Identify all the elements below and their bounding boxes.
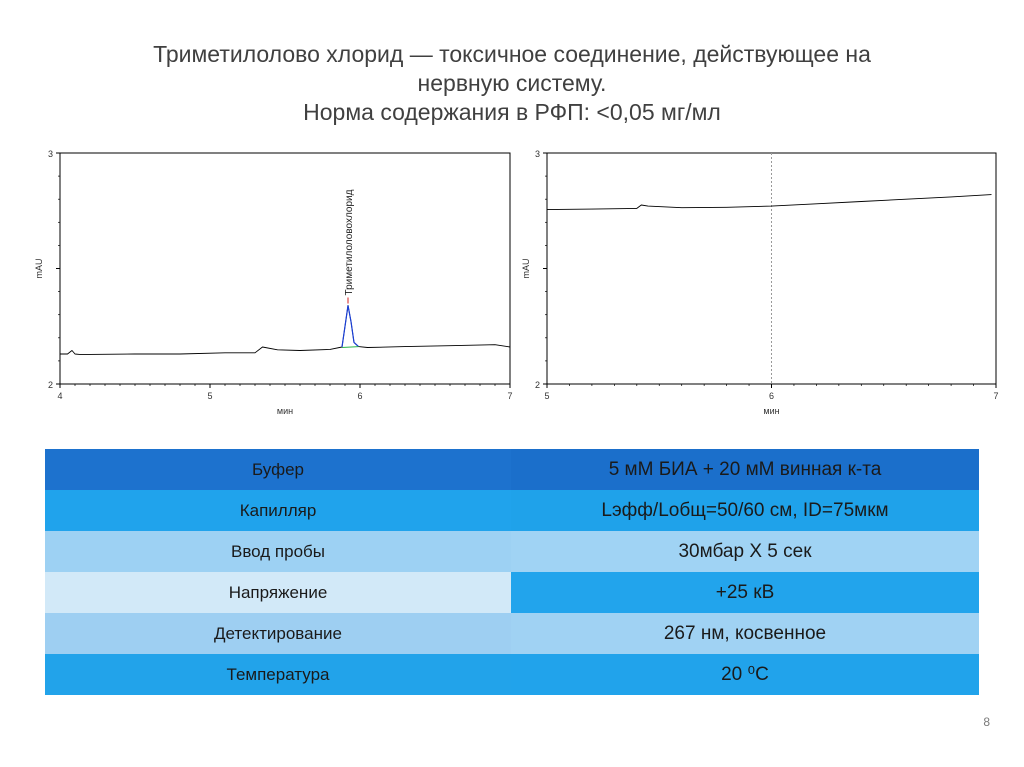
series-line (547, 195, 992, 210)
x-tick-label: 6 (357, 391, 363, 401)
table-row (45, 531, 979, 572)
page-number: 8 (983, 715, 990, 729)
x-tick-label: 5 (544, 391, 550, 401)
peak-baseline (342, 347, 359, 348)
x-axis-label: мин (276, 406, 294, 416)
y-tick-label: 2 (534, 380, 540, 390)
x-tick-label: 7 (507, 391, 513, 401)
table-row (45, 490, 979, 531)
table-row (45, 449, 979, 490)
series-line (60, 306, 510, 355)
y-tick-label: 3 (534, 149, 540, 159)
y-tick-label: 2 (47, 380, 53, 390)
electropherogram-blank (512, 143, 1002, 421)
title-line-3: Норма содержания в РФП: <0,05 мг/мл (303, 99, 721, 125)
row-label: Напряжение (45, 572, 511, 613)
row-label: Детектирование (45, 613, 511, 654)
electropherogram-sample (30, 143, 514, 421)
row-value: 30мбар X 5 сек (511, 531, 979, 572)
row-value: Lэфф/Lобщ=50/60 см, ID=75мкм (511, 490, 979, 531)
row-value: +25 кВ (511, 572, 979, 613)
slide-title (0, 40, 1024, 127)
title-line-2: нервную систему. (417, 70, 607, 96)
peak-annotation: Триметилоловохлорид (344, 189, 355, 296)
x-tick-label: 4 (57, 391, 63, 401)
y-axis-label: mAU (34, 258, 44, 279)
x-tick-label: 7 (993, 391, 999, 401)
conditions-table (45, 449, 979, 695)
x-tick-label: 5 (207, 391, 213, 401)
x-tick-label: 6 (768, 391, 775, 401)
plot-frame (60, 153, 510, 384)
peak-trace (342, 306, 359, 348)
title-line-1: Триметилолово хлорид — токсичное соединение, действующее на (153, 41, 871, 67)
table-row (45, 613, 979, 654)
row-label: Капилляр (45, 490, 511, 531)
y-axis-label: mAU (521, 258, 531, 279)
row-value: 5 мМ БИА + 20 мМ винная к-та (511, 449, 979, 490)
row-label: Температура (45, 654, 511, 695)
row-label: Буфер (45, 449, 511, 490)
table-row (45, 654, 979, 695)
row-value: 20 ⁰С (511, 654, 979, 695)
row-label: Ввод пробы (45, 531, 511, 572)
x-axis-label: мин (763, 406, 780, 416)
row-value: 267 нм, косвенное (511, 613, 979, 654)
y-tick-label: 3 (47, 149, 53, 159)
table-row (45, 572, 979, 613)
